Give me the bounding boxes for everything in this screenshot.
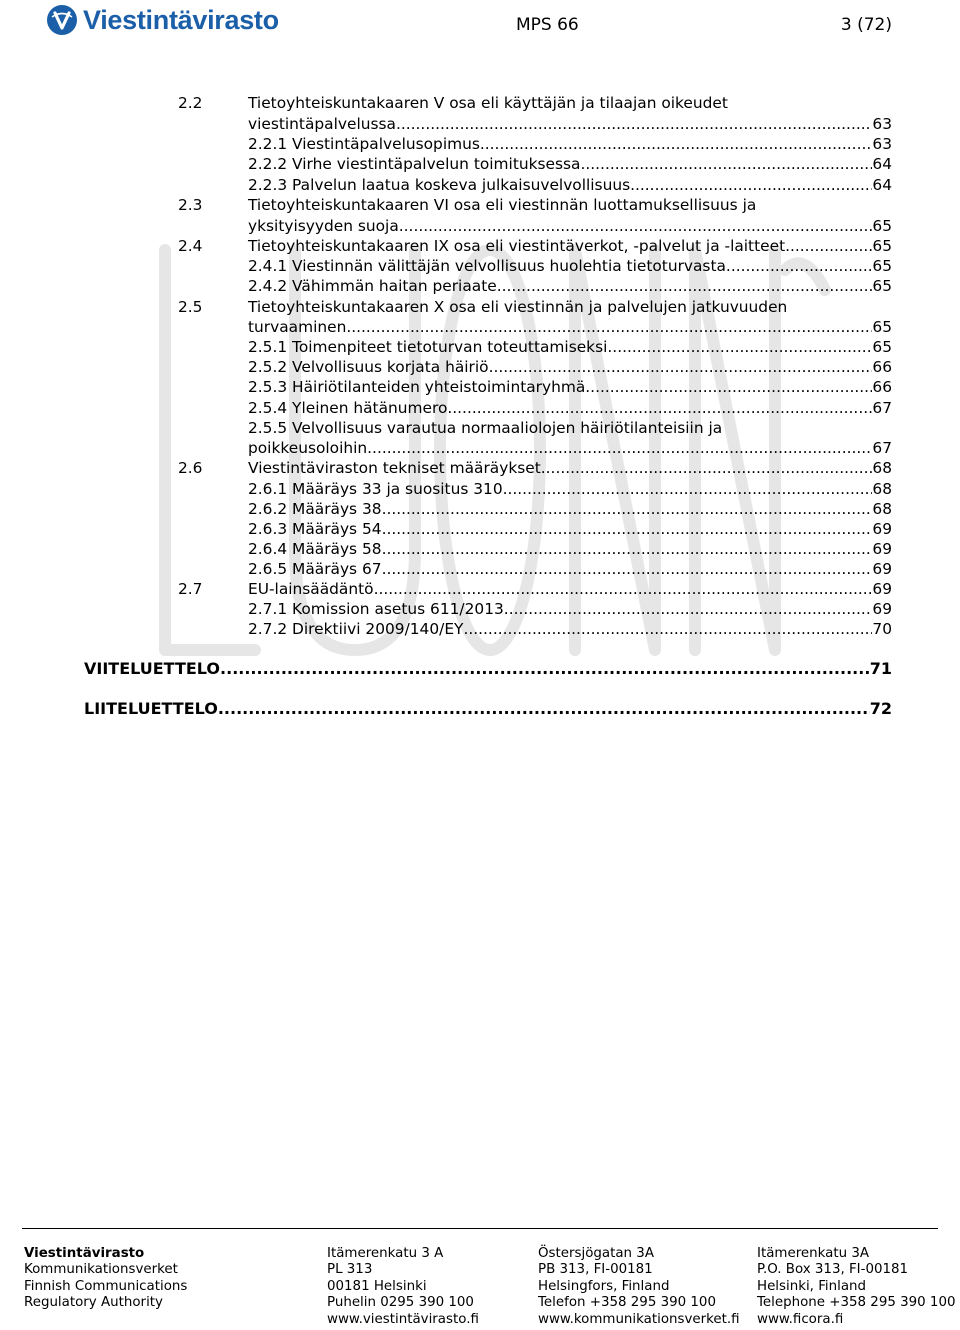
toc-page: 63 bbox=[872, 135, 892, 153]
toc-title: 2.2.1 Viestintäpalvelusopimus bbox=[248, 135, 480, 153]
toc-page: 68 bbox=[872, 480, 892, 498]
toc-entry-2-2-1[interactable] bbox=[248, 134, 892, 154]
toc-page: 65 bbox=[872, 318, 892, 336]
toc-title-line1: Tietoyhteiskuntakaaren V osa eli käyttäjän ja tilaajan oikeudet bbox=[248, 94, 728, 112]
toc-title: 2.4.1 Viestinnän välittäjän velvollisuus huolehtia tietoturvasta bbox=[248, 257, 726, 275]
toc-title: 2.6.4 Määräys 58 bbox=[248, 540, 382, 558]
toc-page: 69 bbox=[872, 600, 892, 618]
toc-page: 65 bbox=[872, 237, 892, 255]
toc-leader bbox=[463, 619, 872, 639]
toc-title: 2.6.1 Määräys 33 ja suositus 310 bbox=[248, 480, 503, 498]
toc-leader bbox=[503, 479, 873, 499]
toc-entry-2-5-2[interactable] bbox=[248, 357, 892, 377]
toc-page: 64 bbox=[872, 155, 892, 173]
toc-leader bbox=[218, 699, 870, 719]
footer-link[interactable]: www.viestintävirasto.fi bbox=[327, 1311, 479, 1327]
toc-leader bbox=[504, 599, 873, 619]
footer-line: Finnish Communications bbox=[24, 1278, 188, 1294]
toc-entry-2-2-3[interactable] bbox=[248, 175, 892, 195]
toc-entry-2-4[interactable] bbox=[248, 236, 892, 256]
toc-page: 65 bbox=[872, 338, 892, 356]
toc-leader bbox=[541, 458, 873, 478]
toc-leader bbox=[346, 317, 872, 337]
toc-title: 2.7.1 Komission asetus 611/2013 bbox=[248, 600, 504, 618]
toc-leader bbox=[367, 438, 872, 458]
toc-title: 2.5.4 Yleinen hätänumero bbox=[248, 399, 448, 417]
footer-line: Itämerenkatu 3 A bbox=[327, 1246, 444, 1261]
toc-title-line1: Tietoyhteiskuntakaaren VI osa eli viestinnän luottamuksellisuus ja bbox=[248, 196, 757, 214]
toc-entry-2-5-cont[interactable] bbox=[248, 317, 892, 337]
toc-entry-2-2-2[interactable] bbox=[248, 154, 892, 174]
toc-leader bbox=[374, 579, 873, 599]
footer-line: Östersjögatan 3A bbox=[538, 1246, 654, 1261]
toc-page: 65 bbox=[872, 277, 892, 295]
toc-leader bbox=[382, 559, 873, 579]
toc-title: LIITELUETTELO bbox=[84, 699, 218, 718]
toc-entry-2-6[interactable] bbox=[248, 458, 892, 478]
toc-title: VIITELUETTELO bbox=[84, 659, 221, 678]
toc-title-line2: turvaaminen bbox=[248, 318, 347, 336]
toc-page: 69 bbox=[872, 520, 892, 538]
toc-entry-2-6-2[interactable] bbox=[248, 499, 892, 519]
toc-number: 2.3 bbox=[178, 196, 203, 214]
toc-title-line1: Tietoyhteiskuntakaaren X osa eli viestinnän ja palvelujen jatkuvuuden bbox=[248, 298, 788, 316]
toc-leader bbox=[447, 398, 872, 418]
toc-title: 2.6.3 Määräys 54 bbox=[248, 520, 382, 538]
toc-leader bbox=[726, 256, 872, 276]
toc-number: 2.7 bbox=[178, 580, 203, 598]
toc-entry-viiteluettelo[interactable] bbox=[84, 659, 892, 679]
toc-entry-2-6-3[interactable] bbox=[248, 519, 892, 539]
toc-page: 67 bbox=[872, 439, 892, 457]
toc-page: 69 bbox=[872, 540, 892, 558]
toc-title: 2.2.3 Palvelun laatua koskeva julkaisuvelvollisuus bbox=[248, 176, 631, 194]
toc-page: 66 bbox=[872, 358, 892, 376]
toc-page: 68 bbox=[872, 459, 892, 477]
toc-entry-2-5-1[interactable] bbox=[248, 337, 892, 357]
toc-leader bbox=[580, 154, 872, 174]
toc-entry-liiteluettelo[interactable] bbox=[84, 699, 892, 719]
footer-line: 00181 Helsinki bbox=[327, 1278, 427, 1294]
toc-entry-2-4-2[interactable] bbox=[248, 276, 892, 296]
toc-number: 2.2 bbox=[178, 94, 203, 112]
toc-number: 2.4 bbox=[178, 237, 203, 255]
page-header bbox=[0, 0, 960, 50]
toc-entry-2-6-5[interactable] bbox=[248, 559, 892, 579]
toc-page: 63 bbox=[872, 115, 892, 133]
toc-leader bbox=[489, 357, 873, 377]
logo-text: Viestintävirasto bbox=[83, 5, 279, 35]
toc-leader bbox=[607, 337, 872, 357]
toc-number: 2.6 bbox=[178, 459, 203, 477]
toc-leader bbox=[382, 519, 873, 539]
footer-divider bbox=[22, 1228, 938, 1229]
toc-page: 68 bbox=[872, 500, 892, 518]
toc-title-line1: 2.5.5 Velvollisuus varautua normaaliolojen häiriötilanteisiin ja bbox=[248, 419, 723, 437]
toc-leader bbox=[630, 175, 872, 195]
toc-leader bbox=[382, 539, 873, 559]
toc-title-line2: yksityisyyden suoja bbox=[248, 217, 399, 235]
toc-entry-2-5-4[interactable] bbox=[248, 398, 892, 418]
toc-page: 67 bbox=[872, 399, 892, 417]
footer-line: PL 313 bbox=[327, 1262, 373, 1278]
toc-title-line2: poikkeusoloihin bbox=[248, 439, 368, 457]
toc-entry-2-5-5-cont[interactable] bbox=[248, 438, 892, 458]
toc-leader bbox=[399, 216, 873, 236]
footer-line: Kommunikationsverket bbox=[24, 1262, 178, 1278]
document-id: MPS 66 bbox=[516, 15, 579, 35]
toc-leader bbox=[585, 377, 872, 397]
footer-line: Itämerenkatu 3A bbox=[757, 1246, 870, 1261]
toc-page: 69 bbox=[872, 580, 892, 598]
footer-link[interactable]: www.ficora.fi bbox=[757, 1311, 844, 1327]
toc-leader bbox=[480, 134, 873, 154]
footer-address-sv bbox=[538, 1246, 740, 1328]
toc-entry-2-3-cont[interactable] bbox=[248, 216, 892, 236]
toc-page: 69 bbox=[872, 560, 892, 578]
footer-link[interactable]: www.kommunikationsverket.fi bbox=[538, 1311, 740, 1327]
toc-page: 64 bbox=[872, 176, 892, 194]
toc-leader bbox=[785, 236, 872, 256]
toc-title: 2.6.5 Määräys 67 bbox=[248, 560, 382, 578]
toc-title: Tietoyhteiskuntakaaren IX osa eli viestintäverkot, -palvelut ja -laitteet bbox=[248, 237, 786, 255]
toc-entry-2-7-2[interactable] bbox=[248, 619, 892, 639]
toc-entry-2-7-1[interactable] bbox=[248, 599, 892, 619]
toc-leader bbox=[396, 114, 872, 134]
toc-entry-2-6-1[interactable] bbox=[248, 479, 892, 499]
toc-entry-2-5-3[interactable] bbox=[248, 377, 892, 397]
toc-leader bbox=[382, 499, 873, 519]
toc-title: 2.4.2 Vähimmän haitan periaate bbox=[248, 277, 497, 295]
toc-page: 65 bbox=[872, 257, 892, 275]
toc-title: 2.5.1 Toimenpiteet tietoturvan toteuttamiseksi bbox=[248, 338, 608, 356]
footer-organization bbox=[24, 1246, 187, 1312]
toc-title: EU-lainsäädäntö bbox=[248, 580, 374, 598]
footer-line: PB 313, FI-00181 bbox=[538, 1262, 653, 1278]
page-number: 3 (72) bbox=[840, 15, 892, 35]
toc-entry-2-2-cont[interactable] bbox=[248, 114, 892, 134]
footer-line: Puhelin 0295 390 100 bbox=[327, 1295, 474, 1311]
toc-title: 2.5.3 Häiriötilanteiden yhteistoimintaryhmä bbox=[248, 378, 586, 396]
toc-leader bbox=[220, 659, 870, 679]
viestintavirasto-logo bbox=[46, 4, 279, 36]
footer-line: Telephone +358 295 390 100 bbox=[757, 1295, 956, 1311]
toc-number: 2.5 bbox=[178, 298, 203, 316]
toc-page: 72 bbox=[869, 699, 892, 718]
toc-page: 66 bbox=[872, 378, 892, 396]
toc-title-line2: viestintäpalvelussa bbox=[248, 115, 396, 133]
footer-line: Regulatory Authority bbox=[24, 1295, 163, 1311]
toc-title: 2.5.2 Velvollisuus korjata häiriö bbox=[248, 358, 489, 376]
footer-address-en bbox=[757, 1246, 956, 1328]
toc-page: 70 bbox=[872, 620, 892, 638]
footer-line: Helsingfors, Finland bbox=[538, 1278, 670, 1294]
toc-title: 2.6.2 Määräys 38 bbox=[248, 500, 382, 518]
footer-line: Viestintävirasto bbox=[24, 1246, 145, 1261]
toc-page: 65 bbox=[872, 217, 892, 235]
toc-leader bbox=[497, 276, 873, 296]
toc-entry-2-7[interactable] bbox=[248, 579, 892, 599]
toc-page: 71 bbox=[869, 659, 892, 678]
footer-address-fi bbox=[327, 1246, 479, 1328]
toc-title: 2.2.2 Virhe viestintäpalvelun toimituksessa bbox=[248, 155, 581, 173]
viestintavirasto-logo-icon bbox=[46, 4, 78, 36]
footer-line: P.O. Box 313, FI-00181 bbox=[757, 1262, 909, 1278]
footer-line: Helsinki, Finland bbox=[757, 1278, 867, 1294]
toc-entry-2-6-4[interactable] bbox=[248, 539, 892, 559]
footer-line: Telefon +358 295 390 100 bbox=[538, 1295, 716, 1311]
toc-title: Viestintäviraston tekniset määräykset bbox=[248, 459, 541, 477]
toc-title: 2.7.2 Direktiivi 2009/140/EY bbox=[248, 620, 464, 638]
toc-entry-2-4-1[interactable] bbox=[248, 256, 892, 276]
